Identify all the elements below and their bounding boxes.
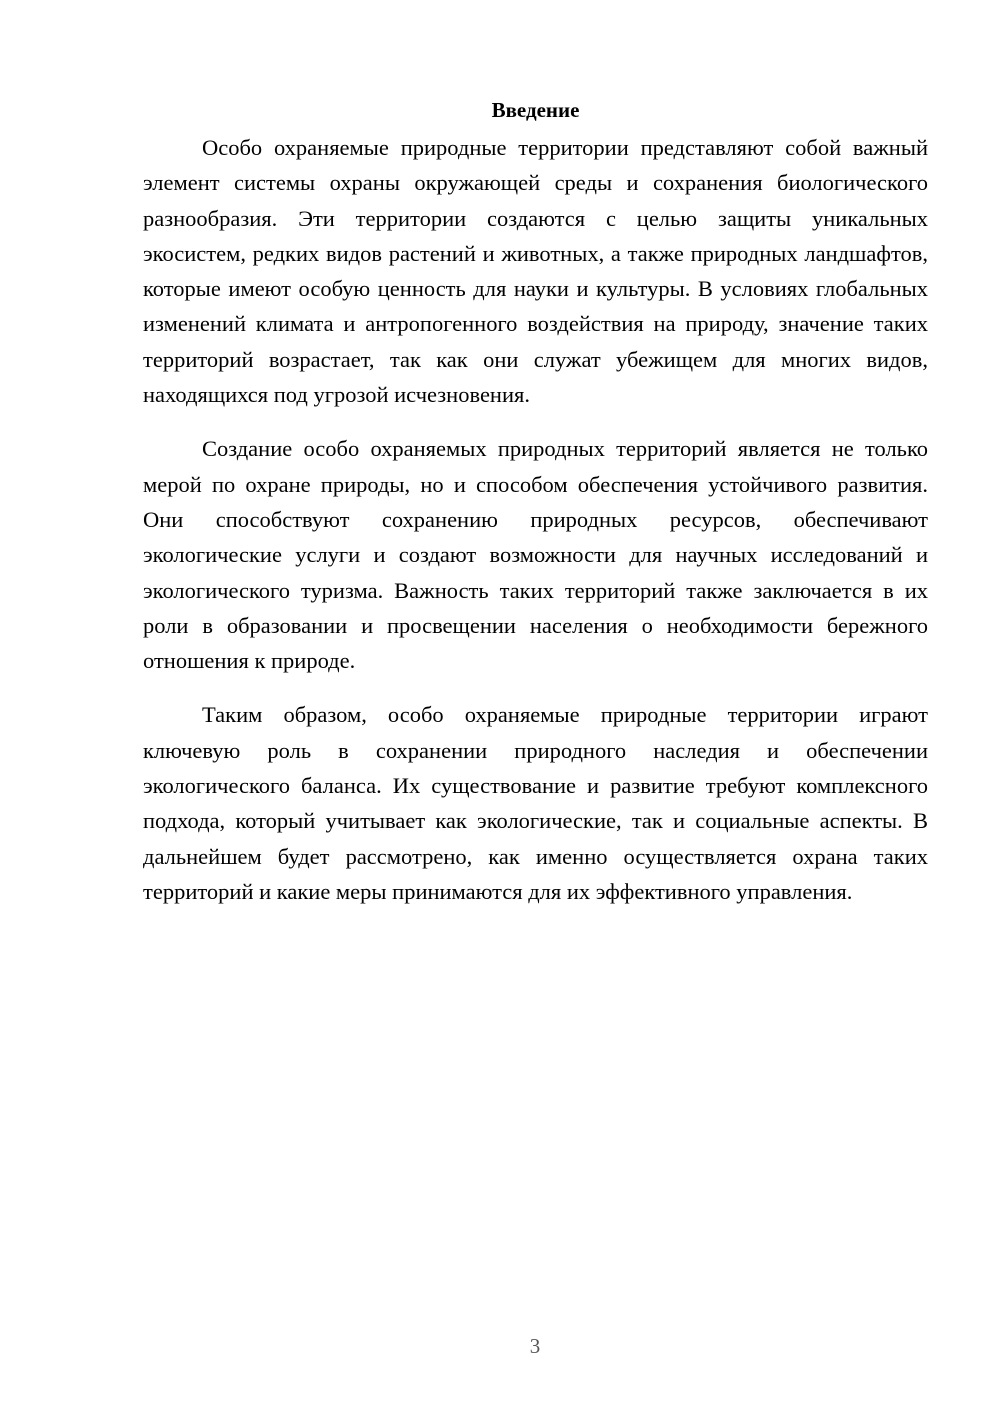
paragraph-3: Таким образом, особо охраняемые природные территории играют ключевую роль в сохранении природного наследия и обеспечении экологического баланса. Их существование и развитие требуют комплексного подхода, который учитывает как экологические, так и социальные аспекты. В дальнейшем будет рассмотрено, как именно осуществляется охрана таких территорий и какие меры принимаются для их эффективного управления. [143, 702, 928, 904]
section-heading: Введение [491, 98, 580, 122]
paragraph-1: Особо охраняемые природные территории представляют собой важный элемент системы охраны окружающей среды и сохранения биологического разнообразия. Эти территории создаются с целью защиты уникальных экосистем, редких видов растений и животных, а также природных ландшафтов, которые имеют особую ценность для науки и культуры. В условиях глобальных изменений климата и антропогенного воздействия на природу, значение таких территорий возрастает, так как они служат убежищем для многих видов, находящихся под угрозой исчезновения. [143, 135, 928, 408]
page-content [143, 93, 928, 928]
page-number: 3 [529, 1334, 541, 1358]
paragraph-2: Создание особо охраняемых природных территорий является не только мерой по охране природы, но и способом обеспечения устойчивого развития. Они способствуют сохранению природных ресурсов, обеспечивают экологические услуги и создают возможности для научных исследований и экологического туризма. Важность таких территорий также заключается в их роли в образовании и просвещении населения о необходимости бережного отношения к природе. [143, 436, 928, 674]
